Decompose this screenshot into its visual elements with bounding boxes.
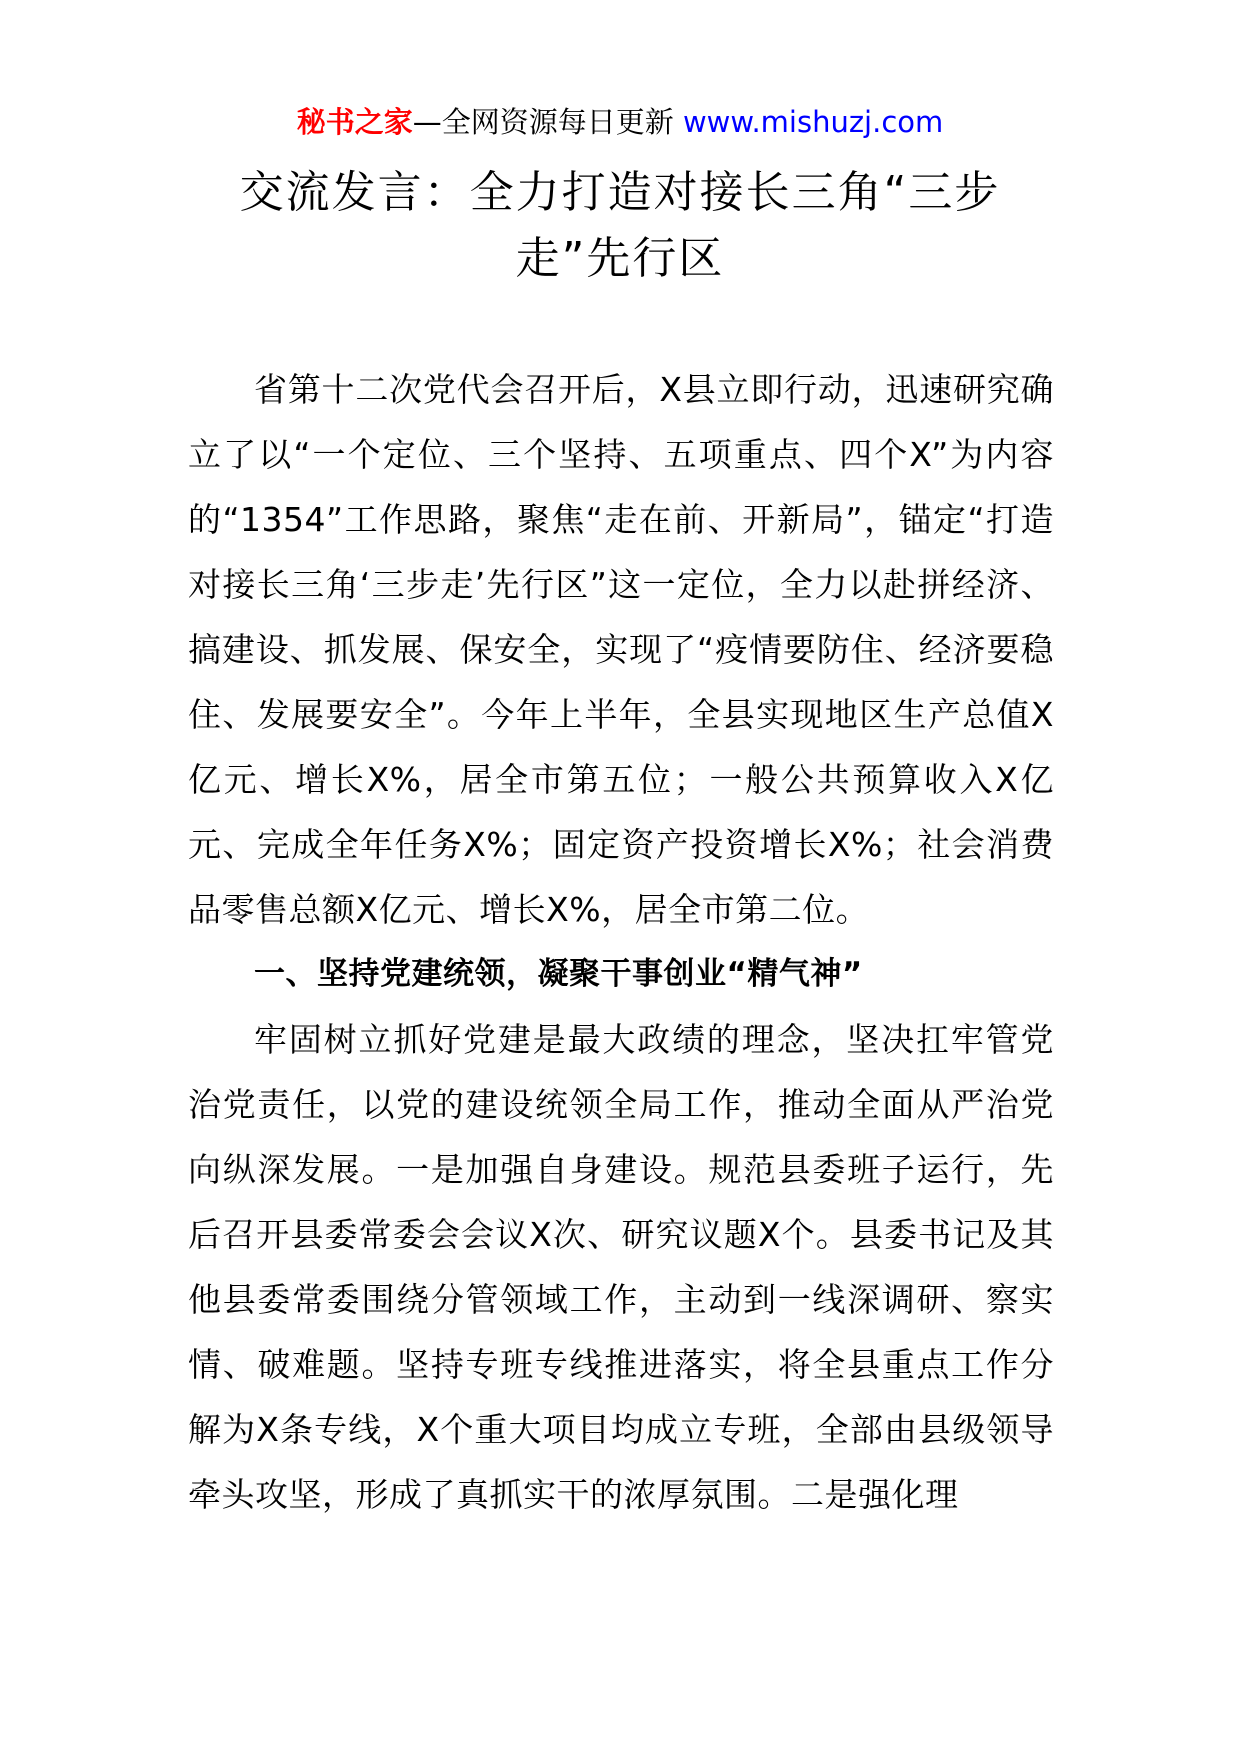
- intro-paragraph: 省第十二次党代会召开后，X县立即行动，迅速研究确立了以“一个定位、三个坚持、五项重点、四个X”为内容的“1354”工作思路，聚焦“走在前、开新局”，锚定“打造对接长三角‘三步走’先行区”这一定位，全力以赴拼经济、搞建设、抓发展、保安全，实现了“疫情要防住、经济要稳住、发展要安全”。今年上半年，全县实现地区生产总值X亿元、增长X%，居全市第五位；一般公共预算收入X亿元、完成全年任务X%；固定资产投资增长X%；社会消费品零售总额X亿元、增长X%，居全市第二位。: [188, 370, 1054, 929]
- document-title: 交流发言：全力打造对接长三角“三步走”先行区: [239, 167, 1001, 284]
- section-paragraph: 牢固树立抓好党建是最大政绩的理念，坚决扛牢管党治党责任，以党的建设统领全局工作，推动全面从严治党向纵深发展。一是加强自身建设。规范县委班子运行，先后召开县委常委会会议X次、研究议题X个。县委书记及其他县委常委围绕分管领域工作，主动到一线深调研、察实情、破难题。坚持专班专线推进落实，将全县重点工作分解为X条专线，X个重大项目均成立专班，全部由县级领导牵头攻坚，形成了真抓实干的浓厚氛围。二是强化理: [188, 1020, 1054, 1514]
- site-header: [0, 100, 1240, 144]
- section-heading: 一、坚持党建统领，凝聚干事创业“精气神”: [254, 956, 863, 992]
- brand-name: 秘书之家: [296, 105, 413, 139]
- document-body: [188, 357, 1054, 1527]
- website-link[interactable]: www.mishuzj.com: [682, 105, 944, 139]
- header-tagline: —全网资源每日更新: [412, 105, 683, 139]
